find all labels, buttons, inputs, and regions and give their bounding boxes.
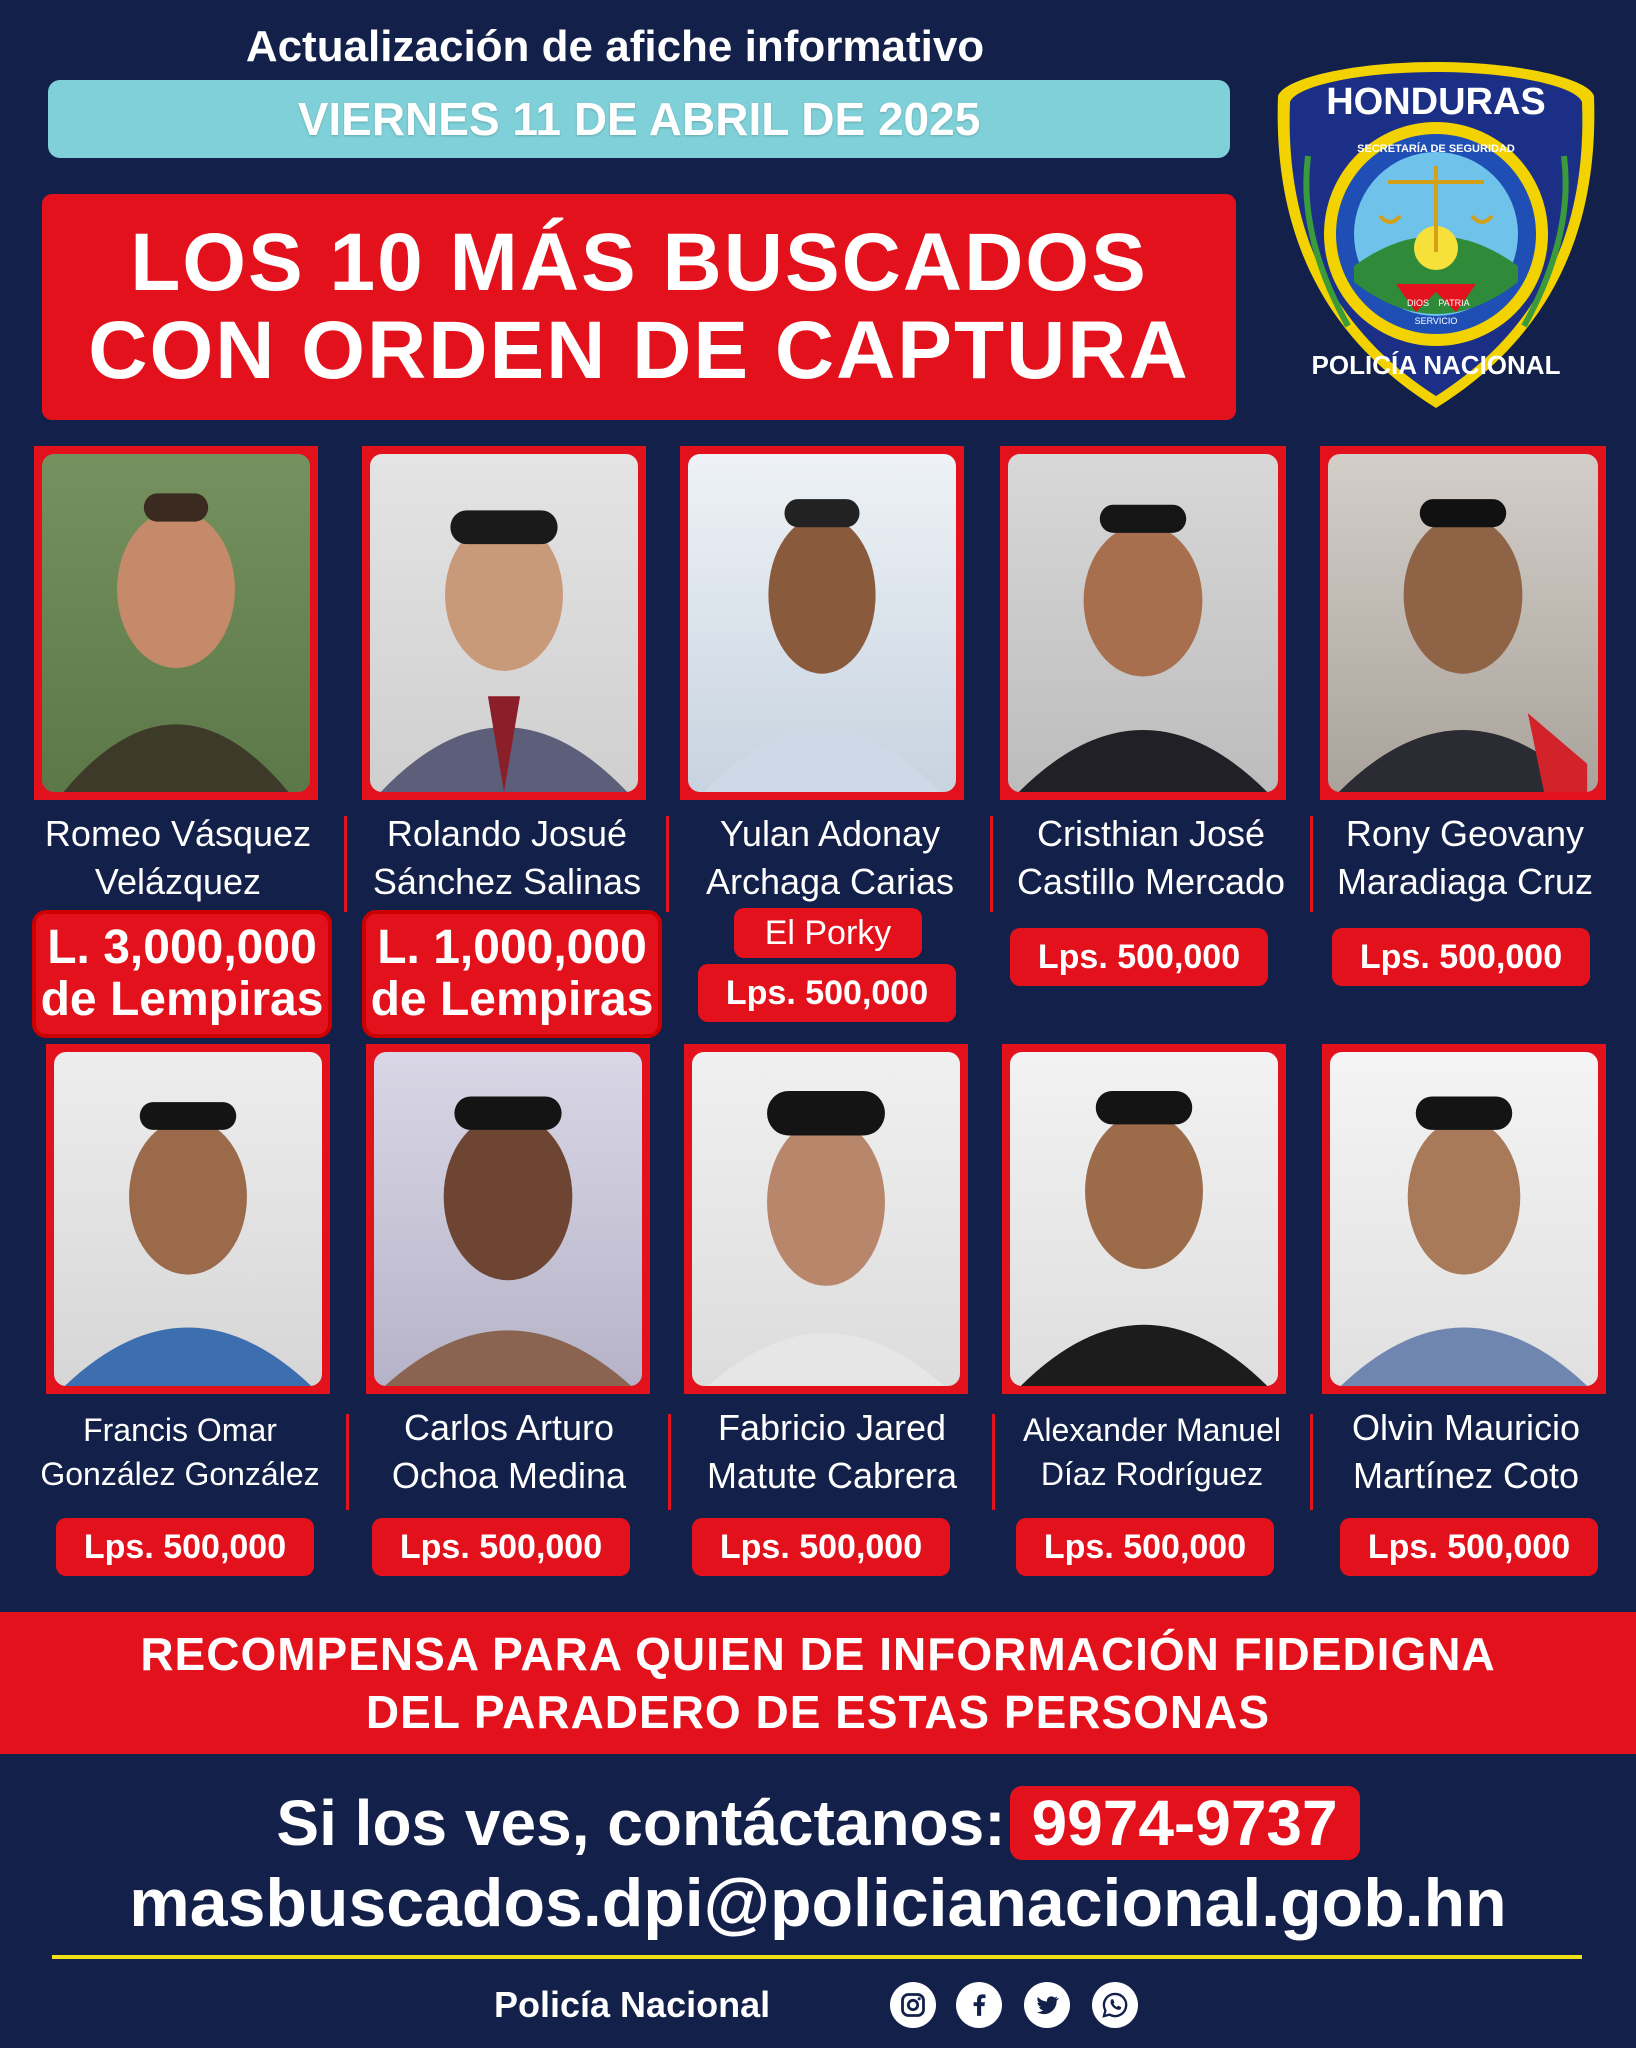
suspect-photo-7: [374, 1052, 642, 1386]
name-line: Rony Geovany: [1345, 813, 1585, 854]
whatsapp-icon[interactable]: [1092, 1982, 1138, 2028]
reward-badge-1: [32, 910, 332, 1038]
reward-badge-5: Lps. 500,000: [1332, 928, 1590, 986]
suspect-photo-3: [688, 454, 956, 792]
photo-frame-2: [362, 446, 646, 800]
reward-unit: de Lempiras: [40, 973, 324, 1026]
divider: [1310, 1414, 1313, 1510]
photo-frame-8: [684, 1044, 968, 1394]
reward-info-line1: RECOMPENSA PARA QUIEN DE INFORMACIÓN FIDEDIGNA: [140, 1628, 1496, 1680]
photo-frame-3: [680, 446, 964, 800]
name-line: Velázquez: [94, 861, 262, 902]
alias-badge: El Porky: [734, 908, 922, 958]
divider: [668, 1414, 671, 1510]
police-badge-logo: [1268, 56, 1604, 416]
suspect-name-1: [20, 810, 336, 906]
name-line: Olvin Mauricio: [1351, 1407, 1581, 1448]
suspect-photo-5: [1328, 454, 1598, 792]
reward-badge-8: Lps. 500,000: [692, 1518, 950, 1576]
name-line: Fabricio Jared: [717, 1407, 947, 1448]
divider: [992, 1414, 995, 1510]
reward-info-line2: DEL PARADERO DE ESTAS PERSONAS: [365, 1686, 1271, 1738]
suspect-photo-9: [1010, 1052, 1278, 1386]
reward-badge-9: Lps. 500,000: [1016, 1518, 1274, 1576]
photo-frame-7: [366, 1044, 650, 1394]
contact-prompt: Si los ves, contáctanos:: [276, 1787, 1006, 1859]
name-line: Archaga Carias: [705, 861, 955, 902]
suspect-name-5: [1314, 810, 1616, 906]
reward-amount: L. 3,000,000: [47, 921, 317, 974]
reward-unit: de Lempiras: [370, 973, 654, 1026]
reward-badge-10: Lps. 500,000: [1340, 1518, 1598, 1576]
photo-frame-6: [46, 1044, 330, 1394]
name-line: Maradiaga Cruz: [1336, 861, 1594, 902]
footer-org-name: Policía Nacional: [494, 1984, 771, 2025]
name-line: Francis Omar: [83, 1412, 277, 1448]
reward-badge-2: [362, 910, 662, 1038]
name-line: Díaz Rodríguez: [1040, 1456, 1264, 1492]
contact-email[interactable]: masbuscados.dpi@policianacional.gob.hn: [129, 1865, 1507, 1941]
name-line: Castillo Mercado: [1016, 861, 1286, 902]
name-line: Martínez Coto: [1352, 1455, 1580, 1496]
suspect-name-3: [672, 810, 988, 906]
photo-frame-5: [1320, 446, 1606, 800]
main-title-banner: [42, 194, 1236, 420]
photo-frame-10: [1322, 1044, 1606, 1394]
divider: [990, 816, 993, 912]
date-banner: [48, 80, 1230, 158]
divider: [346, 1414, 349, 1510]
suspect-name-6: [20, 1408, 340, 1496]
date-text: VIERNES 11 DE ABRIL DE 2025: [297, 93, 981, 145]
suspect-name-4: [994, 810, 1308, 906]
divider: [666, 816, 669, 912]
suspect-name-10: [1316, 1404, 1616, 1500]
divider: [344, 816, 347, 912]
contact-line: [0, 1786, 1636, 1860]
badge-bottom-text: POLICÍA NACIONAL: [1311, 350, 1561, 380]
photo-frame-9: [1002, 1044, 1286, 1394]
reward-badge-6: Lps. 500,000: [56, 1518, 314, 1576]
badge-motto1: DIOS: [1406, 298, 1430, 308]
suspect-name-8: [674, 1404, 990, 1500]
facebook-icon[interactable]: [956, 1982, 1002, 2028]
suspect-name-9: [996, 1408, 1308, 1496]
name-line: González González: [40, 1456, 320, 1492]
suspect-name-7: [354, 1404, 664, 1500]
name-line: Matute Cabrera: [706, 1455, 958, 1496]
main-title-line1: LOS 10 MÁS BUSCADOS: [130, 217, 1148, 308]
badge-motto2: PATRIA: [1438, 298, 1470, 308]
name-line: Cristhian José: [1036, 813, 1266, 854]
suspect-photo-2: [370, 454, 638, 792]
contact-phone[interactable]: 9974-9737: [1010, 1786, 1360, 1860]
suspect-name-2: [350, 810, 664, 906]
badge-motto3: SERVICIO: [1414, 316, 1458, 326]
name-line: Sánchez Salinas: [372, 861, 642, 902]
main-title-line2: CON ORDEN DE CAPTURA: [88, 305, 1190, 396]
suspect-photo-1: [42, 454, 310, 792]
name-line: Rolando Josué: [386, 813, 628, 854]
poster-update-title: Actualización de afiche informativo: [245, 22, 985, 71]
name-line: Ochoa Medina: [391, 1455, 627, 1496]
twitter-icon[interactable]: [1024, 1982, 1070, 2028]
instagram-icon[interactable]: [890, 1982, 936, 2028]
badge-top-text: HONDURAS: [1326, 81, 1546, 123]
reward-amount: L. 1,000,000: [377, 921, 647, 974]
suspect-photo-4: [1008, 454, 1278, 792]
name-line: Alexander Manuel: [1023, 1412, 1281, 1448]
footer-divider: [52, 1955, 1582, 1959]
suspect-photo-10: [1330, 1052, 1598, 1386]
photo-frame-1: [34, 446, 318, 800]
reward-info-banner: [0, 1612, 1636, 1754]
divider: [1310, 816, 1313, 912]
name-line: Yulan Adonay: [719, 813, 941, 854]
suspect-photo-8: [692, 1052, 960, 1386]
badge-ring-text: SECRETARÍA DE SEGURIDAD: [1357, 143, 1515, 155]
reward-badge-7: Lps. 500,000: [372, 1518, 630, 1576]
photo-frame-4: [1000, 446, 1286, 800]
reward-badge-3: Lps. 500,000: [698, 964, 956, 1022]
reward-badge-4: Lps. 500,000: [1010, 928, 1268, 986]
name-line: Carlos Arturo: [403, 1407, 615, 1448]
name-line: Romeo Vásquez: [44, 813, 312, 854]
suspect-photo-6: [54, 1052, 322, 1386]
